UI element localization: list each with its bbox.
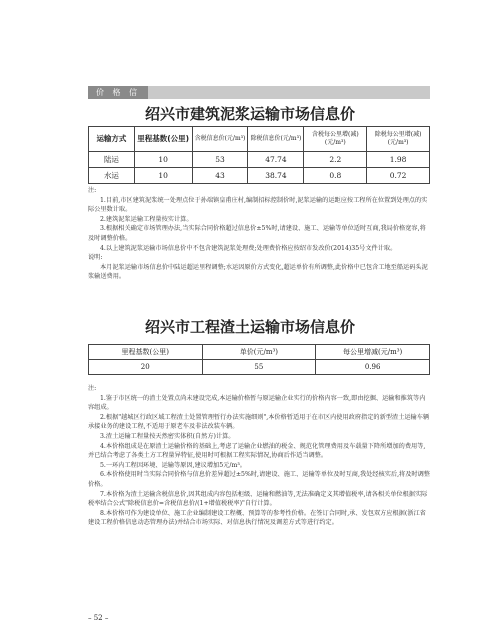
table-header-cell: 除税信息价(元/m³) xyxy=(248,127,304,152)
table-header-row xyxy=(89,127,430,152)
table-cell: 0.96 xyxy=(316,360,430,375)
table-cell: 55 xyxy=(202,360,316,375)
note-item: 4.本价格组成是在原渣土运输价格的基础上,考虑了运输企业燃油的税金、规范化管理费用及车载量下降所增加的费用等,并已结合考虑了各类土方工程量异特征,使用时可根据工程实际情况,协商后作适当调整。 xyxy=(88,442,426,460)
note-item: 4.以上建筑泥浆运输市场信息价中不包含建筑泥浆处理费;处理费价格应按绍市发改价(2014)35号文件计取。 xyxy=(100,244,397,252)
table-cell: 53 xyxy=(192,152,248,168)
note-item: 本月泥浆运输市场信息价中陆运超运里程调整;水运因原价方式变化,超运单价有所调整,此价格中已包含工地至船运码头泥浆输送费用。 xyxy=(88,263,428,281)
note-item: 5.一环内工程因环境、运输等原因,建议增加5元/m³。 xyxy=(100,461,246,469)
table-header-cell: 含税信息价(元/m³) xyxy=(192,127,248,152)
section1-notes xyxy=(88,186,430,282)
header-tag: 价 格 信 息 xyxy=(88,86,148,99)
table-cell: 43 xyxy=(192,168,248,184)
section1-title: 绍兴市建筑泥浆运输市场信息价 xyxy=(144,105,355,123)
section2-title: 绍兴市工程渣土运输市场信息价 xyxy=(144,318,355,336)
table-header-cell: 运输方式 xyxy=(89,127,135,152)
table-cell: 陆运 xyxy=(89,152,135,168)
table-cell: 10 xyxy=(134,168,192,184)
note-item: 8.本价格可作为建设单位、施工企业编制建设工程概、预算等的参考性价格。在签订合同时,承、发包双方应根据(浙江省建设工程价格信息动态管理办法)并结合市场实际、对信息执行情况及调差方式等进行约定。 xyxy=(88,509,426,527)
note-label: 注: xyxy=(88,187,97,194)
table-header-cell: 单价(元/m³) xyxy=(202,345,316,360)
note-item: 3.根据相关确定市场管理办法,当实际合同价格超过信息价±5%时,请建设、施工、运输等单位适时互商,我局价格宽容,将及时调整价格。 xyxy=(88,225,426,242)
muck-transport-table xyxy=(88,344,430,375)
table-header-cell: 里程基数(公里) xyxy=(89,345,203,360)
note-item: 3.渣土运输工程量按天然密实体积(自然方)计算。 xyxy=(100,432,235,440)
table-cell: 20 xyxy=(89,360,203,375)
table-cell: 38.74 xyxy=(248,168,304,184)
table-row xyxy=(89,360,430,375)
table-header-cell: 里程基数(公里) xyxy=(134,127,192,152)
table-row xyxy=(89,152,430,168)
note-label: 说明: xyxy=(88,254,103,262)
table-cell: 10 xyxy=(134,152,192,168)
table-cell: 水运 xyxy=(89,168,135,184)
mud-transport-table xyxy=(88,126,430,184)
table-cell: 1.98 xyxy=(367,152,430,168)
page-number: – 52 – xyxy=(88,614,109,622)
table-cell: 47.74 xyxy=(248,152,304,168)
note-item: 1.目前,市区建筑泥浆统一处理点位于孙端镇皇甫庄村,编制招标控制价时,泥浆运输的运距应按工程所在位置到处理点的实际公里数计取。 xyxy=(88,196,428,214)
table-cell: 0.8 xyxy=(304,168,367,184)
table-row xyxy=(89,168,430,184)
table-cell: 0.72 xyxy=(367,168,430,184)
table-cell: 2.2 xyxy=(304,152,367,168)
note-item: 6.本价格使用时当实际合同价格与信息价差异超过±5%时,请建设、施工、运输等单位及时互商,我处经核实后,将及时调整价格。 xyxy=(88,471,430,488)
note-item: 1.鉴于市区统一的渣土处置点尚未建设完成,本运输价格暂与原运输企业实行的价格内容一致,即由挖掘、运输和推筑等内容组成。 xyxy=(88,394,426,412)
table-header-cell: 除税每公里增(减)(元/m³) xyxy=(367,127,430,152)
table-header-cell: 每公里增减(元/m³) xyxy=(316,345,430,360)
note-item: 2.建筑泥浆运输工程量按实计算。 xyxy=(100,215,193,223)
note-item: 2.根据"越城区行政区域工程渣土处置管理暂行办法实施细则",本价格暂适用于在市区内使用政府指定的新型渣土运输车辆承接业务的建设工程,不适用于原老车及非法改装车辆。 xyxy=(88,413,430,431)
section2-notes xyxy=(88,384,430,528)
note-item: 7.本价格为渣土运输含税信息价,因其组成内容包括柜级、运输和燃油等,无法准确定义其增值税率,请各相关单位根据实际税率结合公式"除税信息价=含税信息价/(1+增值税税率)"自行计算。 xyxy=(88,490,428,508)
note-label: 注: xyxy=(88,385,97,392)
table-header-row xyxy=(89,345,430,360)
table-header-cell: 含税每公里增(减)(元/m³) xyxy=(304,127,367,152)
